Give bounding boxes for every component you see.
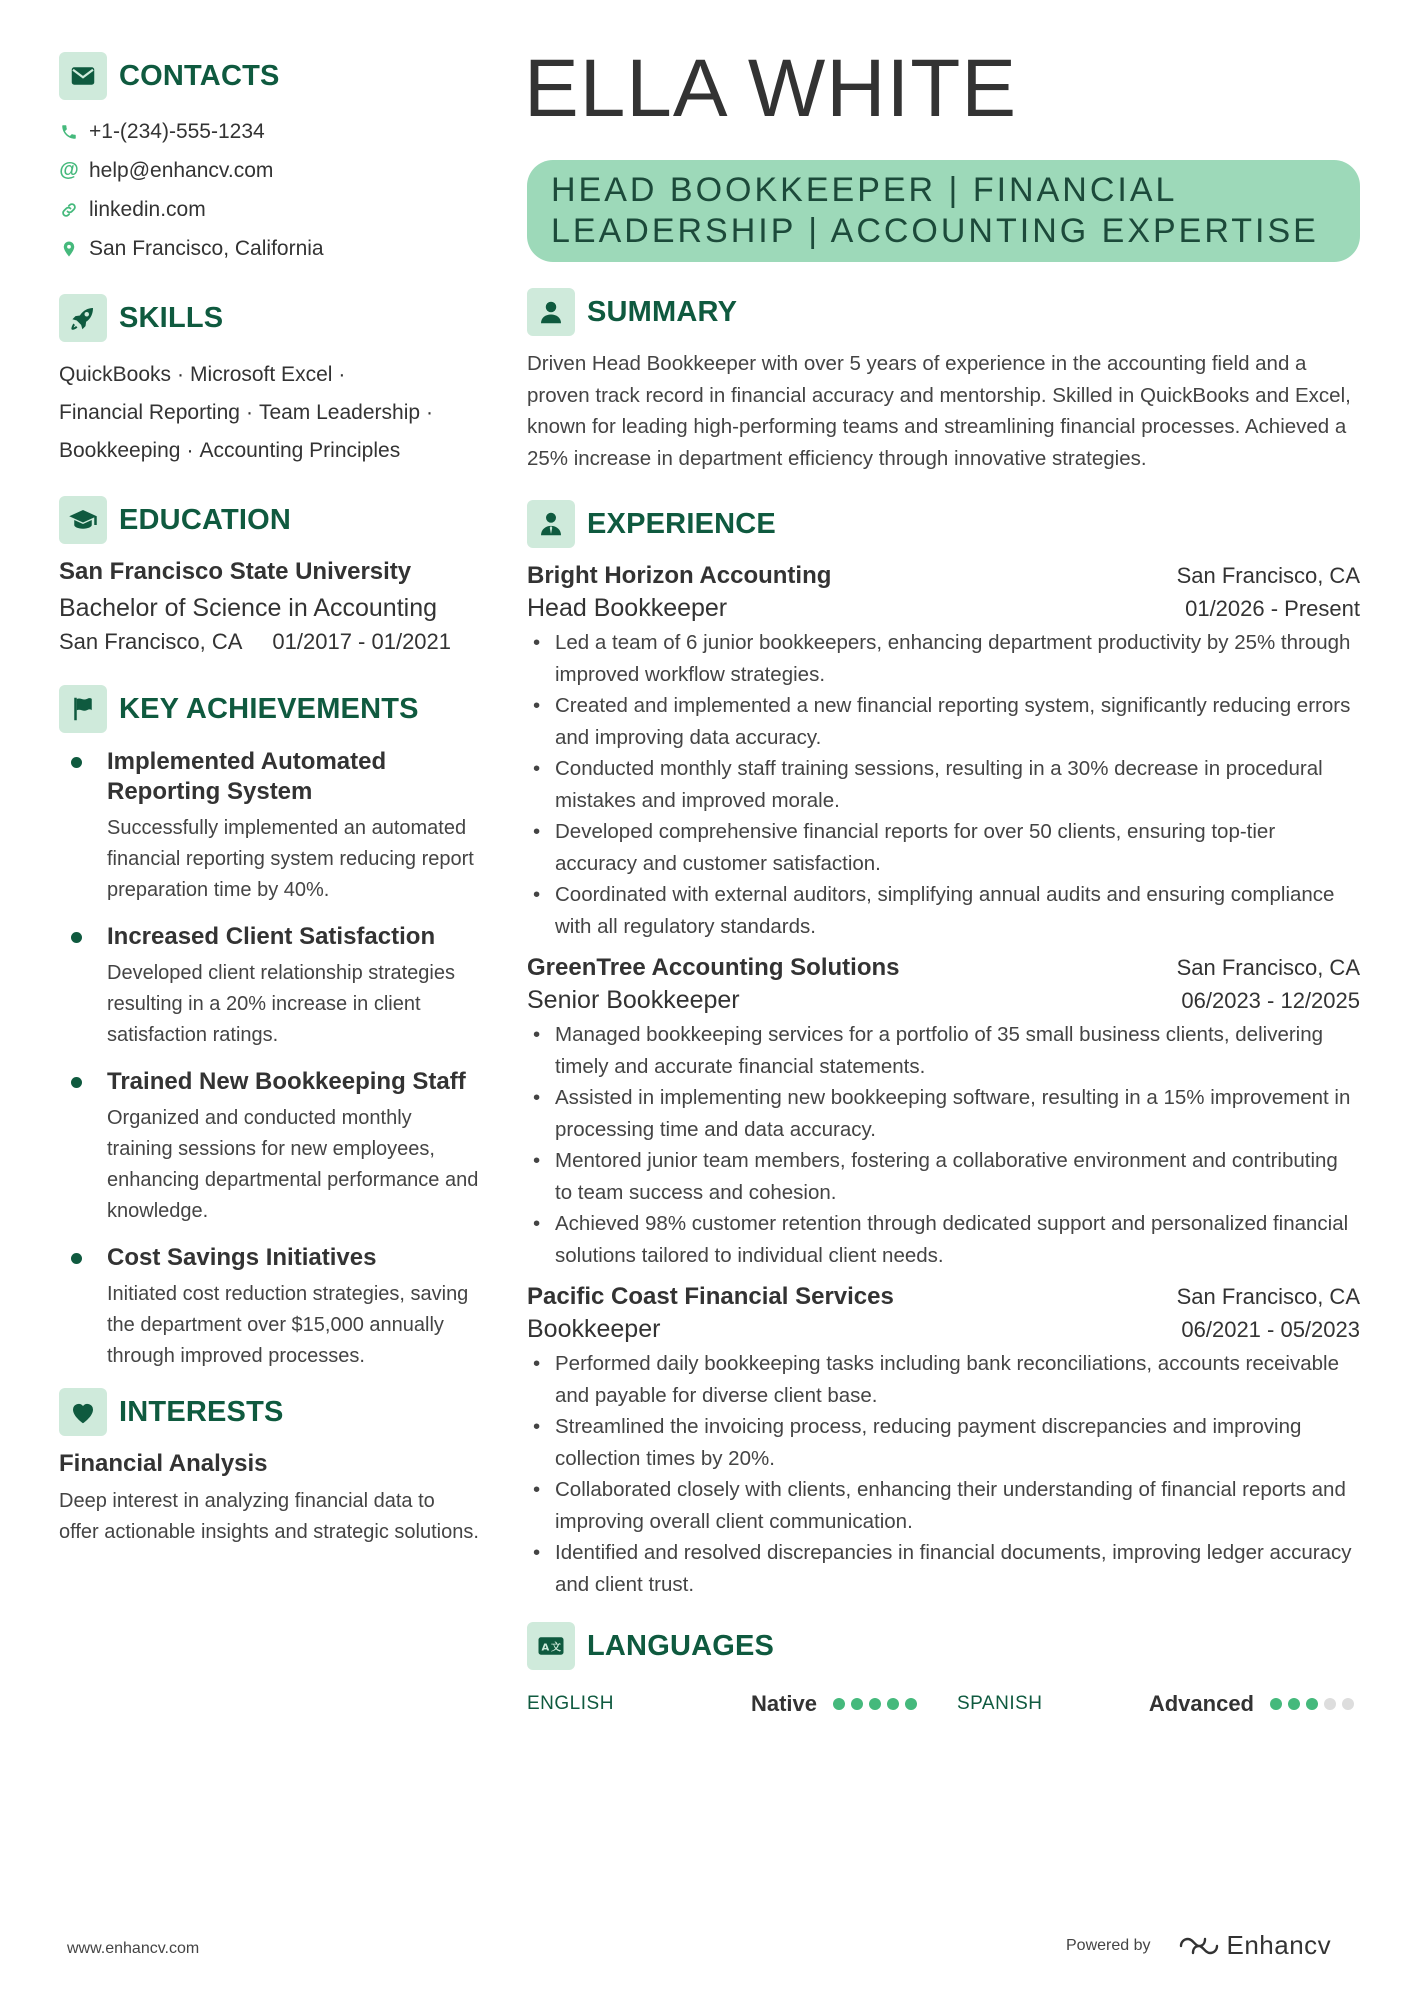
contact-email-text: help@enhancv.com bbox=[89, 158, 274, 182]
job-company: Pacific Coast Financial Services bbox=[527, 1283, 894, 1310]
job-role: Head Bookkeeper bbox=[527, 594, 728, 622]
skill-item: Microsoft Excel bbox=[190, 363, 333, 386]
job-bullet: • Identified and resolved discrepancies in financial documents, improving ledger accuracy and client trust. bbox=[527, 1537, 1360, 1600]
job-role: Senior Bookkeeper bbox=[527, 986, 740, 1014]
education-title: EDUCATION bbox=[119, 503, 292, 536]
flag-icon bbox=[59, 685, 107, 733]
contact-location-text: San Francisco, California bbox=[89, 236, 324, 260]
bullet-dot-icon bbox=[71, 1077, 82, 1088]
summary-section bbox=[527, 288, 1360, 474]
achievement-item bbox=[59, 1243, 479, 1372]
job-bullets bbox=[527, 1019, 1360, 1271]
job-company: Bright Horizon Accounting bbox=[527, 562, 832, 589]
rating-dot bbox=[1342, 1698, 1354, 1710]
rating-dot bbox=[1288, 1698, 1300, 1710]
summary-title: SUMMARY bbox=[587, 295, 738, 328]
experience-title: EXPERIENCE bbox=[587, 507, 776, 540]
enhancv-logo-icon bbox=[1177, 1934, 1221, 1958]
job-bullet: • Conducted monthly staff training sessions, resulting in a 30% decrease in procedural mistakes and improved morale. bbox=[527, 753, 1360, 816]
achievements-title: KEY ACHIEVEMENTS bbox=[119, 692, 419, 725]
contact-location bbox=[59, 229, 479, 268]
skills-section bbox=[59, 294, 479, 470]
job-bullet: • Achieved 98% customer retention through dedicated support and personalized financial solutions tailored to individual client needs. bbox=[527, 1208, 1360, 1271]
achievement-desc: Initiated cost reduction strategies, saving the department over $15,000 annually through improved processes. bbox=[107, 1283, 469, 1367]
achievement-title: Increased Client Satisfaction bbox=[107, 923, 436, 950]
summary-header bbox=[527, 288, 1360, 336]
skill-item: Team Leadership bbox=[258, 401, 421, 424]
achievement-desc: Organized and conducted monthly training sessions for new employees, enhancing departmental performance and knowledge. bbox=[107, 1107, 479, 1222]
contact-linkedin-text: linkedin.com bbox=[89, 197, 206, 221]
language-rating bbox=[833, 1698, 923, 1710]
achievements-section bbox=[59, 685, 479, 1372]
heart-icon bbox=[59, 1388, 107, 1436]
languages-section bbox=[527, 1622, 1360, 1724]
contact-phone[interactable] bbox=[59, 112, 479, 151]
education-location: San Francisco, CA bbox=[59, 629, 243, 654]
rating-dot bbox=[869, 1698, 881, 1710]
phone-icon bbox=[59, 121, 79, 143]
education-school: San Francisco State University bbox=[59, 558, 412, 585]
skill-item: Financial Reporting bbox=[59, 401, 240, 424]
languages-header bbox=[527, 1622, 1360, 1670]
bullet-dot-icon bbox=[71, 1253, 82, 1264]
job-bullet: • Assisted in implementing new bookkeeping software, resulting in a 15% improvement in processing time and data accuracy. bbox=[527, 1082, 1360, 1145]
language-level: Advanced bbox=[1148, 1691, 1254, 1716]
achievements-header bbox=[59, 685, 479, 733]
contacts-title: CONTACTS bbox=[119, 59, 280, 92]
achievement-desc: Successfully implemented an automated financial reporting system reducing report preparation time by 40%. bbox=[107, 817, 474, 901]
job-bullet: • Collaborated closely with clients, enhancing their understanding of financial reports and improving overall client communication. bbox=[527, 1474, 1360, 1537]
skill-item: QuickBooks bbox=[59, 363, 172, 386]
interests-header bbox=[59, 1388, 479, 1436]
job-entry bbox=[527, 562, 1360, 942]
footer-website[interactable]: www.enhancv.com bbox=[67, 1940, 200, 1957]
education-section bbox=[59, 496, 479, 655]
job-location: San Francisco, CA bbox=[1176, 1284, 1360, 1309]
job-bullet: • Performed daily bookkeeping tasks including bank reconciliations, accounts receivable and payable for diverse client base. bbox=[527, 1348, 1360, 1411]
interest-desc: Deep interest in analyzing financial data to offer actionable insights and strategic solutions. bbox=[59, 1490, 479, 1543]
graduation-cap-icon bbox=[59, 496, 107, 544]
skills-list: QuickBooks · Microsoft Excel · Financial Reporting · Team Leadership · Bookkeeping · Accounting Principles bbox=[59, 363, 434, 462]
achievement-title: Trained New Bookkeeping Staff bbox=[107, 1068, 466, 1095]
job-bullet: • Led a team of 6 junior bookkeepers, enhancing department productivity by 25% through improved workflow strategies. bbox=[527, 627, 1360, 690]
job-bullet: • Streamlined the invoicing process, reducing payment discrepancies and improving collection times by 20%. bbox=[527, 1411, 1360, 1474]
skills-header bbox=[59, 294, 479, 342]
job-entry bbox=[527, 1283, 1360, 1600]
skills-title: SKILLS bbox=[119, 301, 224, 334]
headline: HEAD BOOKKEEPER | FINANCIAL LEADERSHIP | ACCOUNTING EXPERTISE bbox=[551, 171, 1319, 250]
education-dates: 01/2017 - 01/2021 bbox=[272, 629, 452, 654]
interests-section bbox=[59, 1388, 479, 1548]
rating-dot bbox=[1270, 1698, 1282, 1710]
language-item bbox=[527, 1691, 923, 1717]
achievement-item bbox=[59, 1067, 479, 1227]
candidate-name: ELLA WHITE bbox=[524, 43, 1018, 134]
job-bullets bbox=[527, 1348, 1360, 1600]
achievement-item bbox=[59, 922, 479, 1051]
job-entry bbox=[527, 954, 1360, 1271]
experience-section bbox=[527, 500, 1360, 1600]
bullet-dot-icon bbox=[71, 932, 82, 943]
job-bullet: • Managed bookkeeping services for a portfolio of 35 small business clients, delivering timely and accurate financial statements. bbox=[527, 1019, 1360, 1082]
contact-phone-text: +1-(234)-555-1234 bbox=[89, 119, 265, 143]
powered-by-label: Powered by bbox=[1066, 1936, 1151, 1954]
interest-title: Financial Analysis bbox=[59, 1450, 268, 1477]
rating-dot bbox=[1324, 1698, 1336, 1710]
job-bullets bbox=[527, 627, 1360, 942]
job-company: GreenTree Accounting Solutions bbox=[527, 954, 900, 981]
contact-linkedin[interactable] bbox=[59, 190, 479, 229]
achievement-title: Cost Savings Initiatives bbox=[107, 1244, 377, 1271]
contacts-section bbox=[59, 52, 479, 268]
rating-dot bbox=[851, 1698, 863, 1710]
person-icon bbox=[527, 288, 575, 336]
languages-title: LANGUAGES bbox=[587, 1629, 775, 1662]
headline-box bbox=[527, 160, 1360, 262]
job-dates: 06/2023 - 12/2025 bbox=[1181, 988, 1360, 1013]
contact-email[interactable] bbox=[59, 151, 479, 190]
language-name: ENGLISH bbox=[527, 1693, 614, 1714]
interests-title: INTERESTS bbox=[119, 1395, 284, 1428]
experience-header bbox=[527, 500, 1360, 548]
languages-row bbox=[527, 1684, 1360, 1724]
translate-icon bbox=[527, 1622, 575, 1670]
job-role: Bookkeeper bbox=[527, 1315, 661, 1343]
language-level: Native bbox=[750, 1691, 817, 1716]
achievement-desc: Developed client relationship strategies resulting in a 20% increase in client satisfaction ratings. bbox=[107, 962, 455, 1046]
businessperson-icon bbox=[527, 500, 575, 548]
job-location: San Francisco, CA bbox=[1176, 955, 1360, 980]
location-pin-icon bbox=[59, 238, 79, 260]
education-degree: Bachelor of Science in Accounting bbox=[59, 594, 438, 622]
skill-item: Accounting Principles bbox=[199, 439, 401, 462]
right-column bbox=[524, 43, 1360, 1724]
job-dates: 01/2026 - Present bbox=[1185, 596, 1360, 621]
bullet-dot-icon bbox=[71, 757, 82, 768]
envelope-icon bbox=[59, 52, 107, 100]
rating-dot bbox=[1306, 1698, 1318, 1710]
education-meta bbox=[59, 629, 479, 655]
job-bullet: • Mentored junior team members, fostering a collaborative environment and contributing to team success and cohesion. bbox=[527, 1145, 1360, 1208]
achievement-item bbox=[59, 747, 479, 906]
rating-dot bbox=[833, 1698, 845, 1710]
job-dates: 06/2021 - 05/2023 bbox=[1181, 1317, 1360, 1342]
job-bullet: • Developed comprehensive financial reports for over 50 clients, ensuring top-tier accuracy and customer satisfaction. bbox=[527, 816, 1360, 879]
svg-text:A: A bbox=[541, 1642, 550, 1654]
footer-branding[interactable] bbox=[1066, 1930, 1331, 1961]
enhancv-brand: Enhancv bbox=[1226, 1930, 1332, 1960]
education-header bbox=[59, 496, 479, 544]
language-name: SPANISH bbox=[957, 1693, 1043, 1714]
rating-dot bbox=[887, 1698, 899, 1710]
achievement-title: Implemented Automated Reporting System bbox=[107, 748, 387, 805]
summary-text: Driven Head Bookkeeper with over 5 years of experience in the accounting field and a proven track record in financial accuracy and mentorship. Skilled in QuickBooks and Excel, known for leading high-performing teams and streamlining financial processes. Achieved a 25% increase in department efficiency through innovative strategies. bbox=[527, 352, 1351, 470]
contacts-header bbox=[59, 52, 479, 100]
link-icon bbox=[59, 199, 79, 221]
at-icon: @ bbox=[59, 159, 79, 181]
svg-text:文: 文 bbox=[551, 1642, 561, 1654]
language-rating bbox=[1270, 1698, 1360, 1710]
rocket-icon bbox=[59, 294, 107, 342]
job-bullet: • Coordinated with external auditors, simplifying annual audits and ensuring compliance with all regulatory standards. bbox=[527, 879, 1360, 942]
skill-item: Bookkeeping bbox=[59, 439, 181, 462]
job-location: San Francisco, CA bbox=[1176, 563, 1360, 588]
left-column bbox=[59, 52, 479, 1548]
language-item bbox=[957, 1691, 1360, 1717]
job-bullet: • Created and implemented a new financial reporting system, significantly reducing errors and improving data accuracy. bbox=[527, 690, 1360, 753]
rating-dot bbox=[905, 1698, 917, 1710]
